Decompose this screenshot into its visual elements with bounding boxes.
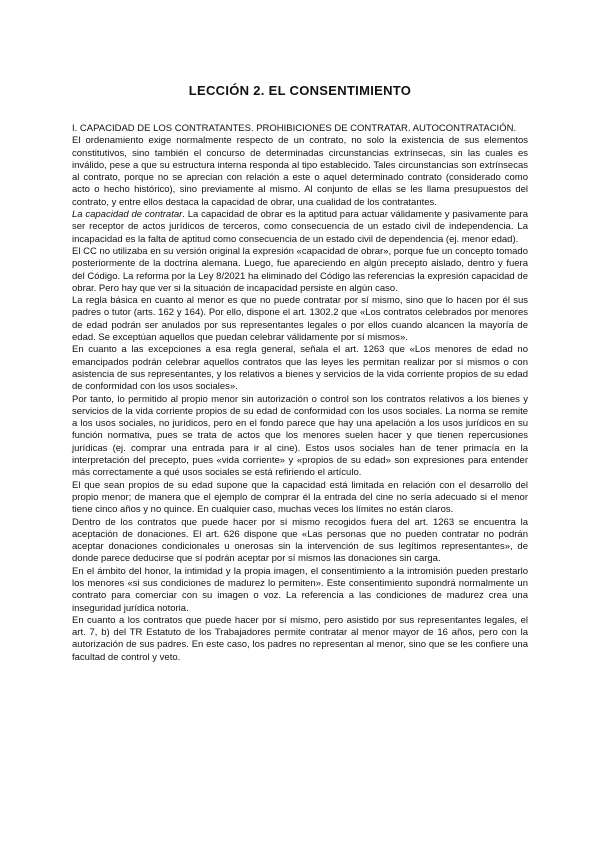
lesson-title: LECCIÓN 2. EL CONSENTIMIENTO [188,83,412,98]
paragraph-assisted: En cuanto a los contratos que puede hacer por sí mismo, pero asistido por sus representantes legales, el art. 7, b) del TR Estatuto de los Trabajadores permite contratar al menor mayor de 16 años, pero con la autorización de sus padres. En este caso, los padres no representan al menor, sino que se les confiere una facultad de control y veto. [72,614,528,663]
paragraph-exceptions: En cuanto a las excepciones a esa regla general, señala el art. 1263 que «Los menores de edad no emancipados podrán celebrar aquellos contratos que las leyes les permitan realizar por sí mismos o con asistencia de sus representantes, y los relativos a bienes y servicios de la vida corriente propios de su edad de conformidad con los usos sociales». [72,344,528,393]
document-body [72,123,528,664]
paragraph-capacity [72,209,528,246]
paragraph-basic-rule: La regla básica en cuanto al menor es que no puede contratar por sí mismo, sino que lo hacen por él sus padres o tutor (arts. 162 y 164). Por ello, dispone el art. 1302.2 que «Los contratos celebrados por menores de edad podrán ser anulados por sus representantes legales o por ellos cuando alcancen la mayoría de edad. Se exceptúan aquellos que puedan celebrar válidamente por sí mismos». [72,295,528,344]
section-heading: I. CAPACIDAD DE LOS CONTRATANTES. PROHIBICIONES DE CONTRATAR. AUTOCONTRATACIÓN. [72,123,517,134]
paragraph-donations: Dentro de los contratos que puede hacer por sí mismo recogidos fuera del art. 1263 se encuentra la aceptación de donaciones. El art. 626 dispone que «Las personas que no pueden contratar no podrán aceptar donaciones condicionales u onerosas sin la intervención de sus legítimos representantes», de donde parece deducirse que sí podrán aceptar por sí mismos las donaciones sin carga. [72,516,528,565]
capacity-lead: La capacidad de contratar [72,209,183,221]
paragraph-honor: En el ámbito del honor, la intimidad y la propia imagen, el consentimiento a la intromisión pueden prestarlo los menores «si sus condiciones de madurez lo permiten». Este consentimiento supondrá normalmente un contrato para comerciar con su imagen o voz. La referencia a las condiciones de madurez crea una inseguridad jurídica notoria. [72,565,528,614]
paragraph-cc-history: El CC no utilizaba en su versión original la expresión «capacidad de obrar», porque fue un concepto tomado posteriormente de la doctrina alemana. Luego, fue apareciendo en algún precepto aislado, dentro y fuera del Código. La reforma por la Ley 8/2021 ha eliminado del Código las referencias la expresión capacidad de obrar. Pero hay que ver si la situación de incapacidad persiste en algún caso. [72,245,528,294]
paragraph-intro: El ordenamiento exige normalmente respecto de un contrato, no solo la existencia de sus elementos constitutivos, sino también el concurso de determinadas circunstancias extrínsecas, sin las cuales es inválido, pese a que su estructura interna responda al tipo establecido. Tales circunstancias son extrínsecas al contrato, porque no se aprecian con relación a este o aquel determinado contrato (considerado como acto o hecho histórico), sino previamente al mismo. Al conjunto de ellas se les llama presupuestos del contrato, y entre ellos destaca la capacidad de obrar, una cualidad de los contratantes. [72,135,528,208]
capacity-text: . La capacidad de obrar es la aptitud para actuar válidamente y pasivamente para ser receptor de actos jurídicos de terceros, como consecuencia de un estado civil de independencia. La incapacidad es la falta de aptitud como consecuencia de un estado civil de dependencia (ej. menor edad). [72,209,528,245]
paragraph-social-uses: Por tanto, lo permitido al propio menor sin autorización o control son los contratos relativos a los bienes y servicios de la vida corriente propios de su edad de conformidad con los usos sociales. La norma se remite a los usos sociales, no jurídicos, pero en el fondo parece que hay una apelación a los usos jurídicos en su función normativa, pues se trata de actos que los menores suelen hacer y que tienen repercusiones jurídicas (ej. comprar una entrada para ir al cine). Estos usos sociales han de tener primacía en la interpretación del precepto, pues «vida corriente» y «propios de su edad» son expresiones para entender más correctamente a qué usos sociales se está refiriendo el artículo. [72,393,528,479]
paragraph-age: El que sean propios de su edad supone que la capacidad está limitada en relación con el desarrollo del propio menor; de manera que el ejemplo de comprar él la entrada del cine no sería adecuado si el menor tiene cinco años y no quince. En cualquier caso, muchas veces los límites no están claros. [72,479,528,516]
